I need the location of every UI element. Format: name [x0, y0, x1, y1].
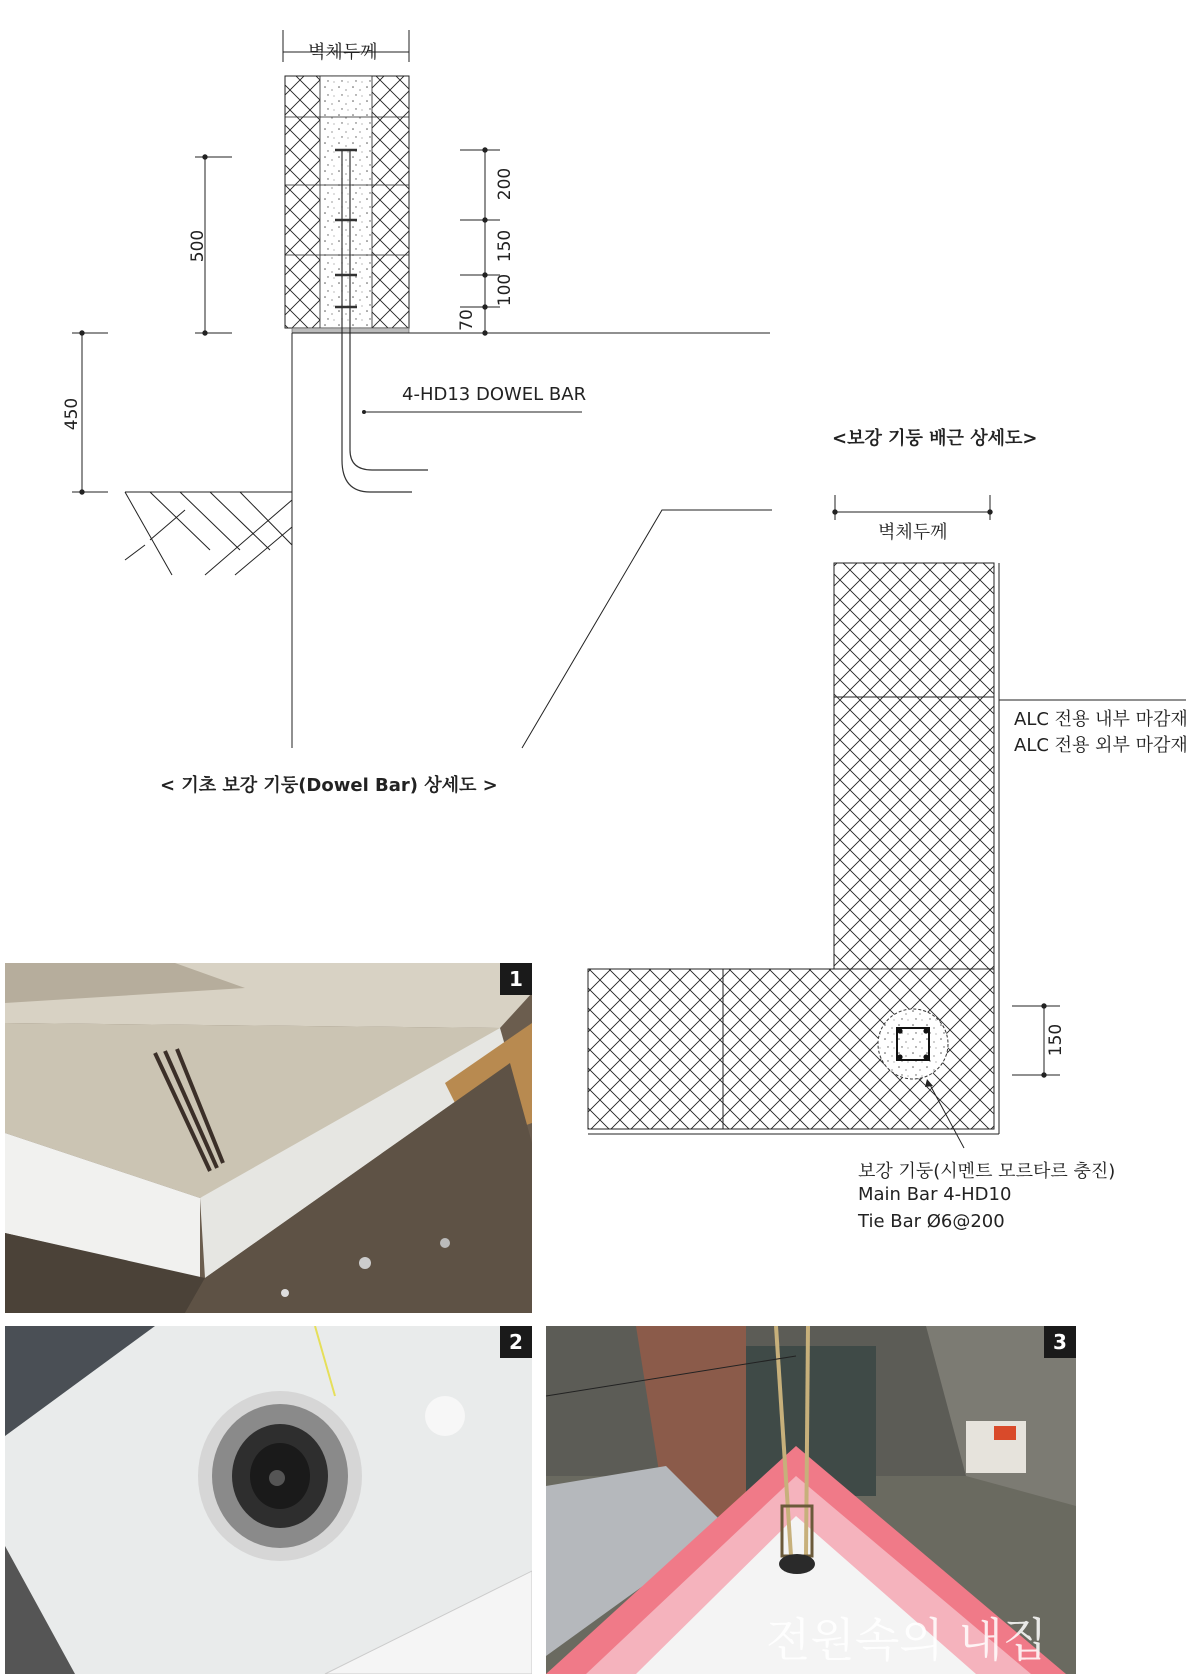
- dimension-450-label: 450: [62, 397, 82, 431]
- publisher-watermark: 전원속의 내집: [766, 1613, 1048, 1667]
- dimension-500-label: 500: [188, 229, 208, 263]
- photo-number-badge-3: 3: [1044, 1326, 1076, 1358]
- column-note-line3: Tie Bar Ø6@200: [858, 1211, 1005, 1232]
- column-detail-title: <보강 기둥 배근 상세도>: [832, 428, 1038, 449]
- reinforcement-column: [878, 1009, 948, 1079]
- earth-hatch: [125, 492, 292, 575]
- finish-inner-label: ALC 전용 내부 마감재: [1014, 709, 1188, 730]
- finish-outer-label: ALC 전용 외부 마감재: [1014, 735, 1188, 756]
- wall-thickness-label: 벽체두께: [308, 42, 378, 63]
- dowel-bar-label: 4-HD13 DOWEL BAR: [402, 384, 587, 405]
- photo-footing-dowel: [5, 963, 532, 1313]
- photo-number-badge-2: 2: [500, 1326, 532, 1358]
- photo-alc-core-hole: [5, 1326, 532, 1674]
- dowel-detail-caption: < 기초 보강 기둥(Dowel Bar) 상세도 >: [160, 775, 498, 796]
- column-note-line1: 보강 기둥(시멘트 모르타르 충진): [858, 1161, 1116, 1182]
- photo-alc-illustration: [5, 1326, 532, 1674]
- dimension-150-column-label: 150: [1046, 1023, 1066, 1057]
- wall-thickness-dimension-2: [833, 495, 992, 520]
- photo-number-badge-1: 1: [500, 963, 532, 995]
- column-detail-drawing: [588, 495, 1186, 1148]
- dimension-150-label: 150: [495, 229, 515, 263]
- photo-footing-illustration: [5, 963, 532, 1313]
- alc-wall-section: [285, 76, 409, 333]
- detail-connector-line: [522, 510, 772, 748]
- photo-crane-installation: [546, 1326, 1076, 1674]
- dimension-100-label: 100: [495, 273, 515, 307]
- dimension-200-label: 200: [495, 167, 515, 201]
- wall-thickness-label-2: 벽체두께: [878, 522, 948, 543]
- dimension-70-label: 70: [457, 309, 477, 331]
- column-note-line2: Main Bar 4-HD10: [858, 1184, 1012, 1205]
